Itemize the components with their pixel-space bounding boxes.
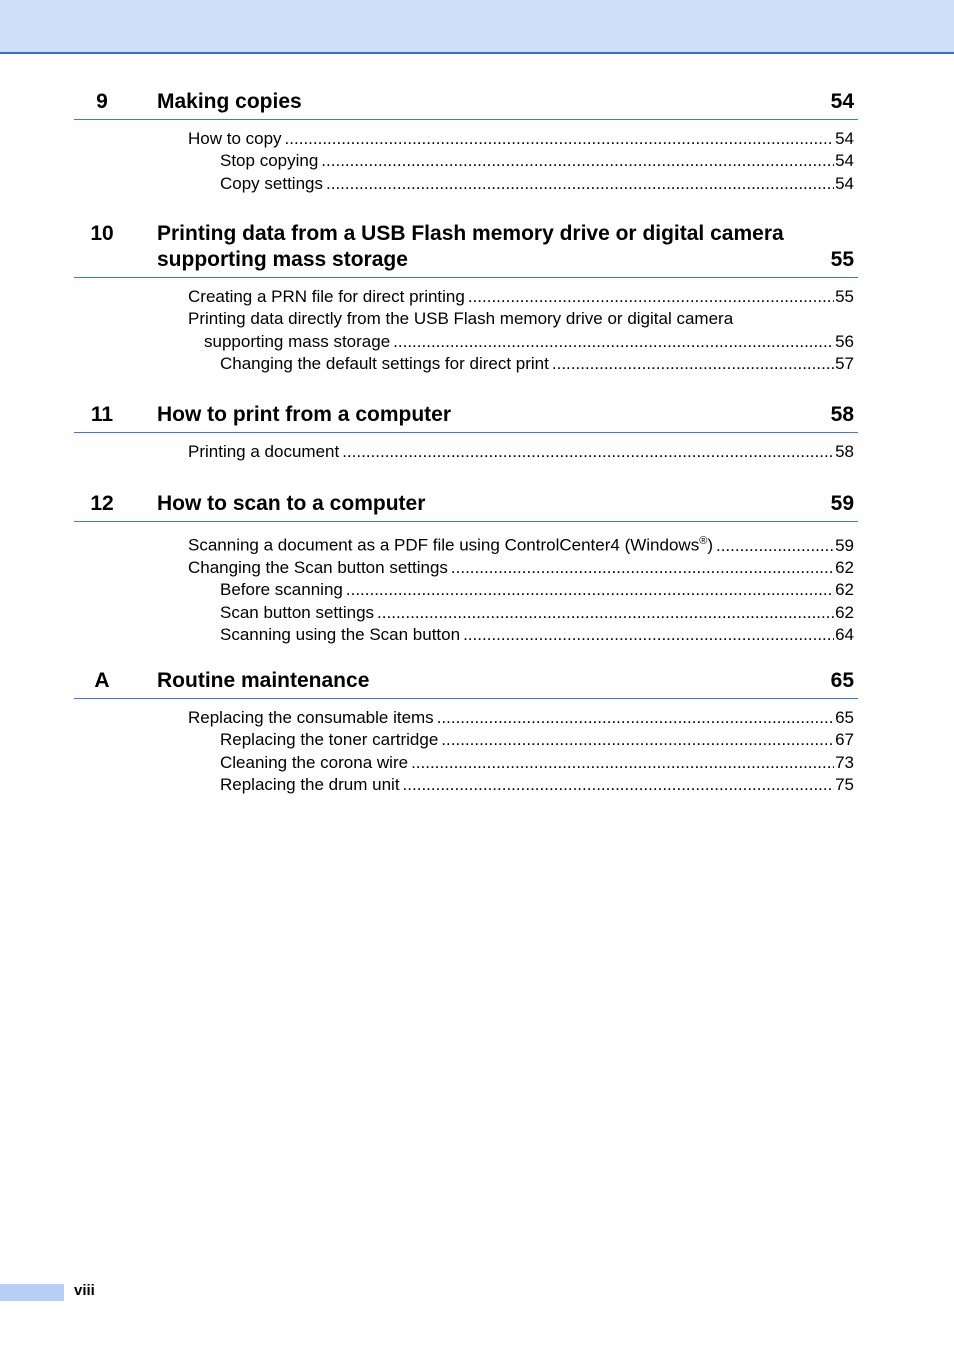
toc-entry[interactable]: Scan button settings ..... 62 bbox=[220, 602, 854, 624]
chapter-number: 11 bbox=[90, 403, 114, 426]
toc-entry[interactable]: Replacing the consumable items ..... 65 bbox=[188, 707, 854, 729]
toc-entry-line-2[interactable]: supporting mass storage ..... 56 bbox=[204, 331, 854, 353]
chapter-number: A bbox=[94, 669, 110, 692]
toc-entry[interactable]: Creating a PRN file for direct printing ..... 55 bbox=[188, 286, 854, 308]
chapter-11 bbox=[74, 402, 858, 463]
chapter-heading bbox=[74, 402, 858, 433]
chapter-number: 9 bbox=[96, 90, 108, 113]
chapter-title[interactable]: Routine maintenance bbox=[157, 669, 370, 692]
chapter-title-line-2[interactable]: supporting mass storage bbox=[157, 248, 408, 271]
toc-entry[interactable]: Replacing the drum unit ..... 75 bbox=[220, 774, 854, 796]
chapter-10 bbox=[74, 221, 858, 375]
footer-tab bbox=[0, 1284, 64, 1301]
toc-entry[interactable]: Before scanning ..... 62 bbox=[220, 579, 854, 601]
toc-entry-line-1[interactable]: Printing data directly from the USB Flash memory drive or digital camera bbox=[188, 309, 734, 329]
toc-entry[interactable]: Changing the Scan button settings ..... 62 bbox=[188, 557, 854, 579]
chapter-heading bbox=[74, 491, 858, 522]
toc-entry[interactable]: Stop copying ..... 54 bbox=[220, 150, 854, 172]
toc-entry[interactable]: Scanning using the Scan button ..... 64 bbox=[220, 624, 854, 646]
chapter-heading bbox=[74, 89, 858, 120]
chapter-title[interactable]: Making copies bbox=[157, 90, 302, 113]
chapter-title[interactable]: How to scan to a computer bbox=[157, 492, 426, 515]
chapter-number: 10 bbox=[90, 222, 114, 245]
chapter-page[interactable]: 58 bbox=[830, 403, 854, 426]
toc-entry[interactable]: Copy settings ..... 54 bbox=[220, 173, 854, 195]
chapter-heading bbox=[74, 668, 858, 699]
toc-entry[interactable]: Cleaning the corona wire ..... 73 bbox=[220, 752, 854, 774]
toc-entry[interactable]: Printing a document ..... 58 bbox=[188, 441, 854, 463]
page-number: viii bbox=[74, 1282, 95, 1299]
toc-entry[interactable]: How to copy ..... 54 bbox=[188, 128, 854, 150]
toc-entry[interactable]: Changing the default settings for direct print ..... 57 bbox=[220, 353, 854, 375]
chapter-heading bbox=[74, 221, 858, 278]
registered-mark: ® bbox=[699, 535, 708, 547]
chapter-a bbox=[74, 668, 858, 796]
chapter-title[interactable]: How to print from a computer bbox=[157, 403, 451, 426]
chapter-page[interactable]: 55 bbox=[830, 248, 854, 271]
chapter-9 bbox=[74, 89, 858, 195]
chapter-number: 12 bbox=[90, 492, 114, 515]
chapter-page[interactable]: 54 bbox=[830, 90, 854, 113]
toc-entry[interactable]: Scanning a document as a PDF file using ControlCenter4 (Windows®) ..... 59 bbox=[188, 530, 854, 557]
chapter-page[interactable]: 59 bbox=[830, 492, 854, 515]
header-band bbox=[0, 0, 954, 54]
chapter-12 bbox=[74, 491, 858, 646]
chapter-title-line-1[interactable]: Printing data from a USB Flash memory drive or digital camera bbox=[157, 222, 784, 245]
chapter-page[interactable]: 65 bbox=[830, 669, 854, 692]
toc-entry[interactable]: Replacing the toner cartridge ..... 67 bbox=[220, 729, 854, 751]
